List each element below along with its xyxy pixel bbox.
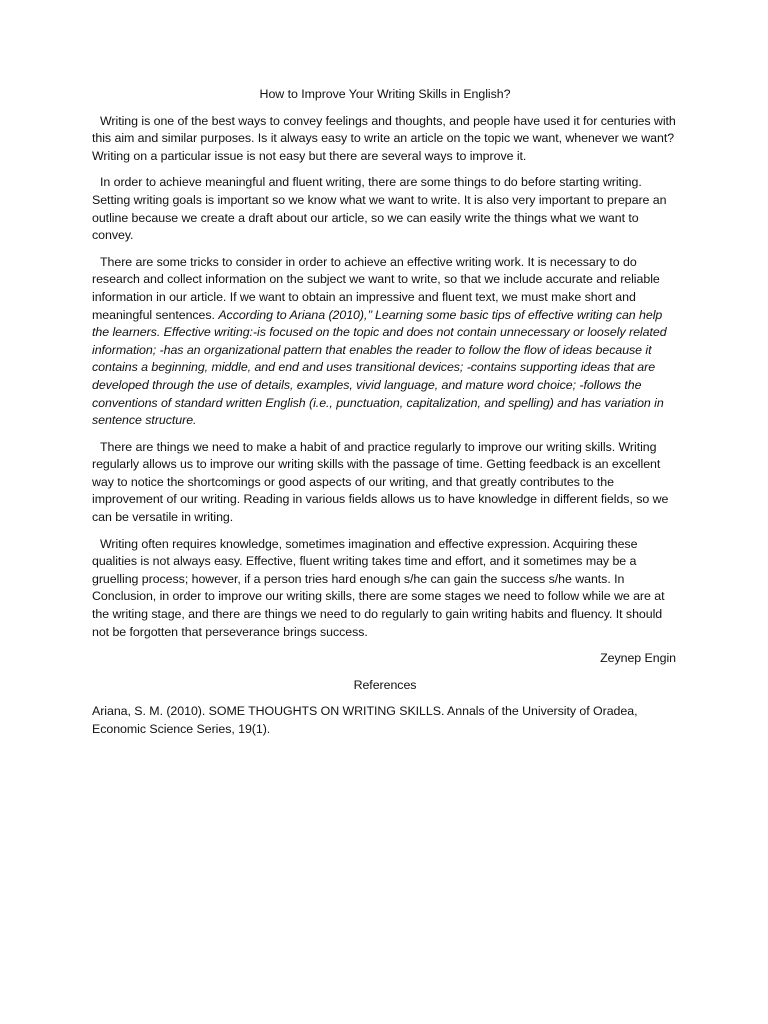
author-name: Zeynep Engin <box>600 651 676 666</box>
reference-entry: Ariana, S. M. (2010). SOME THOUGHTS ON WRITING SKILLS. Annals of the University of Oradea, Economic Science Series, 19(1). <box>92 704 638 736</box>
ariana-quote: According to Ariana (2010),’’ Learning some basic tips of effective writing can help the learners. Effective writing:-is focused on the topic and does not contain unnecessary or loosely related information; -has an organizational pattern that enables the reader to follow the flow of ideas because it contains a beginning, middle, and end and uses transitional devices; -contains supporting ideas that are developed through the use of details, examples, vivid language, and mature word choice; -follows the conventions of standard written English (i.e., punctuation, capitalization, and spelling) and has variation in sentence structure. <box>92 307 667 428</box>
references-heading: References <box>353 677 417 692</box>
paragraph-intro: Writing is one of the best ways to convey feelings and thoughts, and people have used it for centuries with this aim and similar purposes. Is it always easy to write an article on the topic we want, whenever we want? Writing on a particular issue is not easy but there are several ways to improve it. <box>92 113 676 163</box>
paragraph-planning: In order to achieve meaningful and fluent writing, there are some things to do before starting writing. Setting writing goals is important so we know what we want to write. It is also very important to prepare an outline because we create a draft about our article, so we can easily write the things what we want to convey. <box>92 175 667 243</box>
document-body <box>92 86 678 739</box>
paragraph-tricks-lead: There are some tricks to consider in order to achieve an effective writing work. It is necessary to do research and collect information on the subject we want to write, so that we include accurate and reliable information in our article. If we want to obtain an impressive and fluent text, we must make short and meaningful sentences. <box>92 254 660 322</box>
paragraph-habits: There are things we need to make a habit of and practice regularly to improve our writing skills. Writing regularly allows us to improve our writing skills with the passage of time. Getting feedback is an excellent way to notice the shortcomings or good aspects of our writing, and that greatly contributes to the improvement of our writing. Reading in various fields allows us to have knowledge in different fields, so we can be versatile in writing. <box>92 439 669 525</box>
paragraph-tricks <box>92 254 678 430</box>
paragraph-conclusion: Writing often requires knowledge, sometimes imagination and effective expression. Acquiring these qualities is not always easy. Effective, fluent writing takes time and effort, and it sometimes may be a gruelling process; however, if a person tries hard enough s/he can gain the success s/he wants. In Conclusion, in order to improve our writing skills, there are some stages we need to follow while we are at the writing stage, and there are things we need to do regularly to gain writing habits and fluency. It should not be forgotten that perseverance brings success. <box>92 536 665 639</box>
document-title: How to Improve Your Writing Skills in English? <box>259 87 511 101</box>
